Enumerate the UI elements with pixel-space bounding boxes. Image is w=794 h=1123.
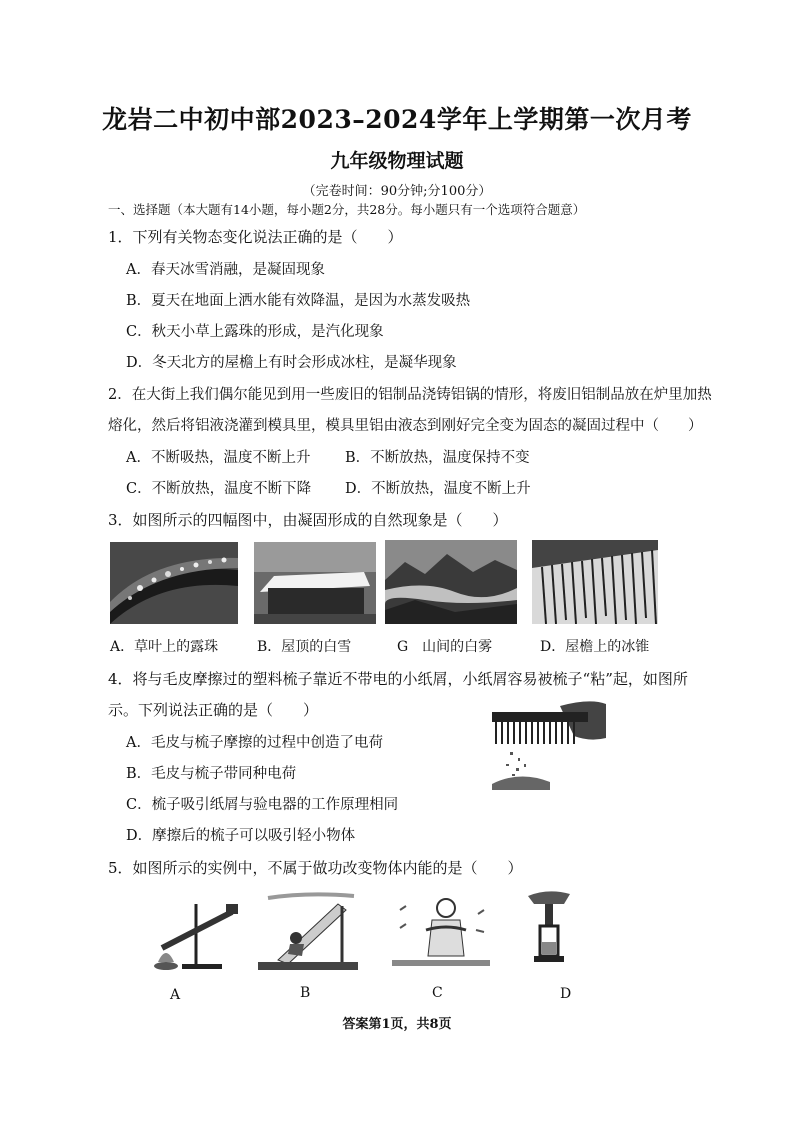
q2-stem-line2: 熔化，然后将铝液浇灌到模具里，模具里铝由液态到刚好完全变为固态的凝固过程中（ ）	[108, 418, 703, 434]
q1-option-d: D．冬天北方的屋檐上有时会形成冰柱，是凝华现象	[126, 355, 457, 371]
q5-label-c: C	[432, 985, 443, 1001]
q4-option-c: C．梳子吸引纸屑与验电器的工作原理相同	[126, 797, 399, 813]
snow-on-roof-image	[254, 542, 376, 624]
section-heading: 一、选择题（本大题有14小题，每小题2分，共28分。每小题只有一个选项符合题意）	[108, 202, 586, 217]
page-footer: 答案第1页，共8页	[342, 1017, 452, 1032]
q4-stem-line1: 4．将与毛皮摩擦过的塑料梳子靠近不带电的小纸屑，小纸屑容易被梳子“粘”起，如图所	[108, 670, 688, 688]
q5-label-b: B	[300, 985, 311, 1001]
test-tube-heating-image	[148, 896, 240, 972]
q3-caption-c: G 山间的白雾	[397, 639, 493, 655]
q1-option-b: B．夏天在地面上洒水能有效降温，是因为水蒸发吸热	[126, 293, 471, 309]
rubbing-hands-image	[392, 890, 490, 966]
dew-on-grass-image	[110, 542, 238, 624]
q2-stem-line1: 2．在大街上我们偶尔能见到用一些废旧的铝制品浇铸铝锅的情形，将废旧铝制品放在炉里加热	[108, 387, 712, 403]
q2-option-b: B．不断放热，温度保持不变	[345, 450, 530, 466]
q1-stem: 1．下列有关物态变化说法正确的是（ ）	[108, 228, 403, 246]
q2-option-c: C．不断放热，温度不断下降	[126, 481, 312, 497]
child-on-slide-image	[258, 890, 358, 970]
comb-attracting-paper-image	[490, 698, 606, 790]
exam-subtitle: 九年级物理试题	[330, 150, 464, 172]
q4-option-a: A．毛皮与梳子摩擦的过程中创造了电荷	[126, 735, 383, 751]
q3-caption-d: D．屋檐上的冰锥	[540, 639, 650, 655]
q4-option-d: D．摩擦后的梳子可以吸引轻小物体	[126, 828, 356, 844]
q5-label-a: A	[170, 987, 181, 1003]
q2-option-d: D．不断放热，温度不断上升	[345, 481, 531, 497]
q4-stem-line2: 示。下列说法正确的是（ ）	[108, 701, 319, 719]
q3-caption-a: A．草叶上的露珠	[110, 639, 219, 655]
icicles-on-eaves-image	[532, 540, 658, 624]
mountain-fog-image	[385, 540, 517, 624]
q2-option-a: A．不断吸热，温度不断上升	[126, 450, 311, 466]
q5-label-d: D	[560, 986, 572, 1002]
q1-option-c: C．秋天小草上露珠的形成，是汽化现象	[126, 324, 384, 340]
exam-title: 龙岩二中初中部2023–2024学年上学期第一次月考	[102, 105, 692, 134]
q4-option-b: B．毛皮与梳子带同种电荷	[126, 766, 297, 782]
q5-stem: 5．如图所示的实例中，不属于做功改变物体内能的是（ ）	[108, 859, 523, 877]
q3-stem: 3．如图所示的四幅图中，由凝固形成的自然现象是（ ）	[108, 511, 508, 529]
q3-caption-b: B．屋顶的白雪	[257, 639, 352, 655]
exam-info: （完卷时间：90分钟;分100分）	[302, 184, 492, 199]
q1-option-a: A．春天冰雪消融，是凝固现象	[126, 262, 325, 278]
air-compression-image	[524, 888, 574, 968]
